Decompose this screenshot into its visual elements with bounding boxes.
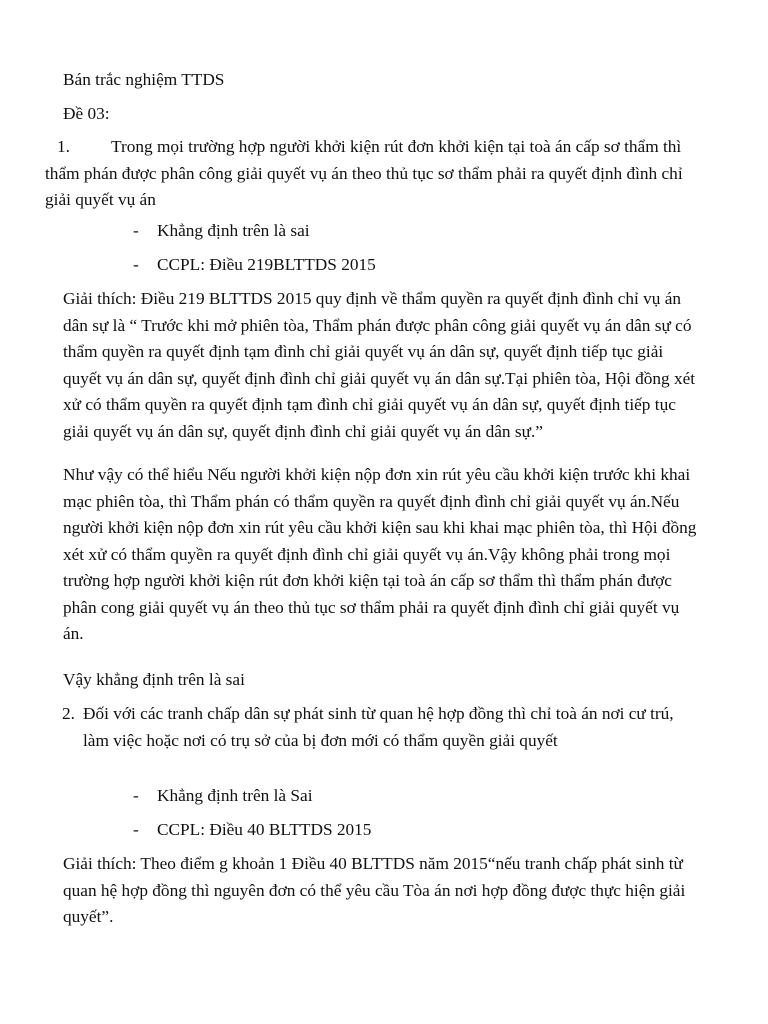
question-number: 2. [62, 704, 75, 723]
question-number: 1. [57, 137, 70, 156]
question-2 [62, 701, 692, 754]
question-statement: Đối với các tranh chấp dân sự phát sinh từ quan hệ hợp đồng thì chỉ toà án nơi cư trú, làm việc hoặc nơi có trụ sở của bị đơn mới có thẩm quyền giải quyết [83, 704, 674, 750]
bullet-dash: - [133, 255, 139, 274]
question-1 [45, 134, 710, 214]
bullet-text: CCPL: Điều 40 BLTTDS 2015 [157, 820, 372, 839]
bullet-text: CCPL: Điều 219BLTTDS 2015 [157, 255, 376, 274]
explanation-paragraph: Giải thích: Theo điểm g khoản 1 Điều 40 BLTTDS năm 2015“nếu tranh chấp phát sinh từ quan hệ hợp đồng thì nguyên đơn có thể yêu cầu Tòa án nơi hợp đồng được thực hiện giải quyết”. [63, 854, 686, 926]
bullet-dash: - [133, 786, 139, 805]
document-title: Bán trắc nghiệm TTDS [63, 70, 225, 89]
bullet-dash: - [133, 820, 139, 839]
question-statement: Trong mọi trường hợp người khởi kiện rút đơn khởi kiện tại toà án cấp sơ thẩm thì thẩm phán được phân công giải quyết vụ án theo thủ tục sơ thẩm phải ra quyết định đình chỉ giải quyết vụ án [45, 137, 683, 209]
explanation-paragraph: Giải thích: Điều 219 BLTTDS 2015 quy định về thẩm quyền ra quyết định đình chỉ vụ án dân sự là “ Trước khi mở phiên tòa, Thẩm phán được phân công giải quyết vụ án dân sự có thẩm quyền ra quyết định tạm đình chỉ giải quyết vụ án dân sự, quyết định tiếp tục giải quyết vụ án dân sự, quyết định đình chỉ giải quyết vụ án dân sự.Tại phiên tòa, Hội đồng xét xử có thẩm quyền ra quyết định tạm đình chỉ giải quyết vụ án dân sự, quyết định tiếp tục giải quyết vụ án dân sự, quyết định đình chỉ giải quyết vụ án dân sự.” [63, 289, 696, 441]
conclusion-paragraph: Vậy khẳng định trên là sai [63, 670, 245, 689]
bullet-dash: - [133, 221, 139, 240]
analysis-paragraph: Như vậy có thể hiểu Nếu người khởi kiện nộp đơn xin rút yêu cầu khởi kiện trước khi khai mạc phiên tòa, thì Thẩm phán có thẩm quyền ra quyết định đình chỉ giải quyết vụ án.Nếu người khởi kiện nộp đơn xin rút yêu cầu khởi kiện sau khi khai mạc phiên tòa, thì Hội đồng xét xử có thẩm quyền ra quyết định đình chỉ giải quyết vụ án.Vậy không phải trong mọi trường hợp người khởi kiện rút đơn khởi kiện tại toà án cấp sơ thẩm thì thẩm phán được phân cong giải quyết vụ án theo thủ tục sơ thẩm phải ra quyết định đình chỉ giải quyết vụ án. [63, 465, 697, 643]
bullet-text: Khẳng định trên là Sai [157, 786, 313, 805]
bullet-text: Khẳng định trên là sai [157, 221, 310, 240]
exam-number: Đề 03: [63, 104, 110, 123]
